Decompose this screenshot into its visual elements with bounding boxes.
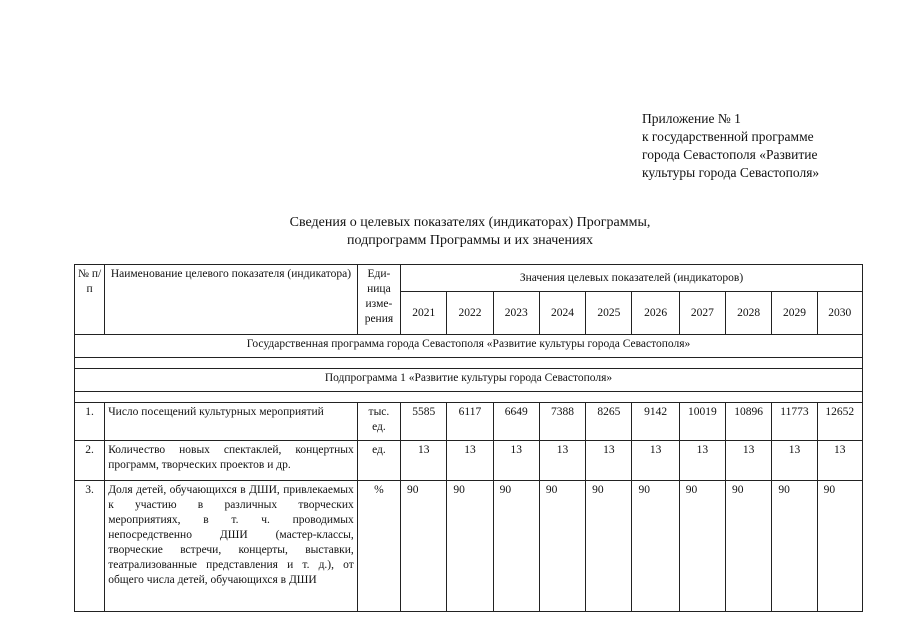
row-value: 90 bbox=[493, 481, 539, 612]
row-value: 90 bbox=[586, 481, 632, 612]
spacer-row bbox=[75, 392, 863, 403]
row-value: 13 bbox=[539, 441, 585, 481]
table-row bbox=[75, 441, 863, 481]
row-value: 90 bbox=[447, 481, 493, 612]
row-value: 7388 bbox=[539, 403, 585, 441]
spacer-row bbox=[75, 358, 863, 369]
appendix-line: к государственной программе bbox=[642, 129, 814, 144]
row-name: Доля детей, обучающихся в ДШИ, привлекаемых к участию в различных творческих мероприятиях, в т. ч. проводимых непосредственно ДШИ (мастер-классы, творческие встречи, концерты, выставки, театрализованные представления и т. д.), от общего числа детей, обучающихся в ДШИ bbox=[105, 481, 358, 612]
header-year: 2021 bbox=[401, 292, 447, 335]
table-row bbox=[75, 403, 863, 441]
row-value: 90 bbox=[817, 481, 862, 612]
subprogram-row: Подпрограмма 1 «Развитие культуры города Севастополя» bbox=[75, 369, 863, 392]
appendix-line: культуры города Севастополя» bbox=[642, 165, 820, 180]
row-value: 8265 bbox=[586, 403, 632, 441]
row-value: 90 bbox=[772, 481, 817, 612]
row-value: 90 bbox=[679, 481, 725, 612]
row-value: 90 bbox=[539, 481, 585, 612]
row-num: 2. bbox=[75, 441, 105, 481]
header-year: 2028 bbox=[726, 292, 772, 335]
document-title bbox=[220, 214, 720, 250]
row-unit: % bbox=[357, 481, 400, 612]
row-value: 11773 bbox=[772, 403, 817, 441]
row-value: 90 bbox=[632, 481, 679, 612]
row-value: 13 bbox=[632, 441, 679, 481]
row-unit: тыс. ед. bbox=[357, 403, 400, 441]
header-year: 2030 bbox=[817, 292, 862, 335]
program-row: Государственная программа города Севастополя «Развитие культуры города Севастополя» bbox=[75, 335, 863, 358]
appendix-block bbox=[642, 110, 819, 182]
header-values-group: Значения целевых показателей (индикаторов) bbox=[401, 265, 863, 292]
row-name: Число посещений культурных мероприятий bbox=[105, 403, 358, 441]
header-year: 2025 bbox=[586, 292, 632, 335]
row-value: 13 bbox=[586, 441, 632, 481]
row-value: 90 bbox=[401, 481, 447, 612]
row-value: 13 bbox=[447, 441, 493, 481]
header-year: 2024 bbox=[539, 292, 585, 335]
header-year: 2027 bbox=[679, 292, 725, 335]
header-year: 2029 bbox=[772, 292, 817, 335]
header-unit: Еди-ница изме-рения bbox=[357, 265, 400, 335]
row-value: 90 bbox=[726, 481, 772, 612]
header-year: 2022 bbox=[447, 292, 493, 335]
row-value: 13 bbox=[401, 441, 447, 481]
row-value: 13 bbox=[817, 441, 862, 481]
appendix-line: города Севастополя «Развитие bbox=[642, 147, 818, 162]
row-value: 13 bbox=[772, 441, 817, 481]
row-value: 13 bbox=[726, 441, 772, 481]
row-value: 9142 bbox=[632, 403, 679, 441]
row-value: 6649 bbox=[493, 403, 539, 441]
row-value: 13 bbox=[679, 441, 725, 481]
appendix-line: Приложение № 1 bbox=[642, 111, 741, 126]
header-year: 2026 bbox=[632, 292, 679, 335]
header-num: № п/п bbox=[75, 265, 105, 335]
row-value: 10019 bbox=[679, 403, 725, 441]
row-value: 5585 bbox=[401, 403, 447, 441]
header-year: 2023 bbox=[493, 292, 539, 335]
row-name: Количество новых спектаклей, концертных программ, творческих проектов и др. bbox=[105, 441, 358, 481]
indicators-table bbox=[74, 264, 863, 612]
row-value: 12652 bbox=[817, 403, 862, 441]
row-num: 3. bbox=[75, 481, 105, 612]
table-row bbox=[75, 481, 863, 612]
title-line: Сведения о целевых показателях (индикаторах) Программы, bbox=[289, 215, 651, 230]
row-unit: ед. bbox=[357, 441, 400, 481]
row-value: 10896 bbox=[726, 403, 772, 441]
row-value: 6117 bbox=[447, 403, 493, 441]
row-num: 1. bbox=[75, 403, 105, 441]
header-name: Наименование целевого показателя (индикатора) bbox=[105, 265, 358, 335]
title-line: подпрограмм Программы и их значениях bbox=[347, 233, 593, 248]
row-value: 13 bbox=[493, 441, 539, 481]
